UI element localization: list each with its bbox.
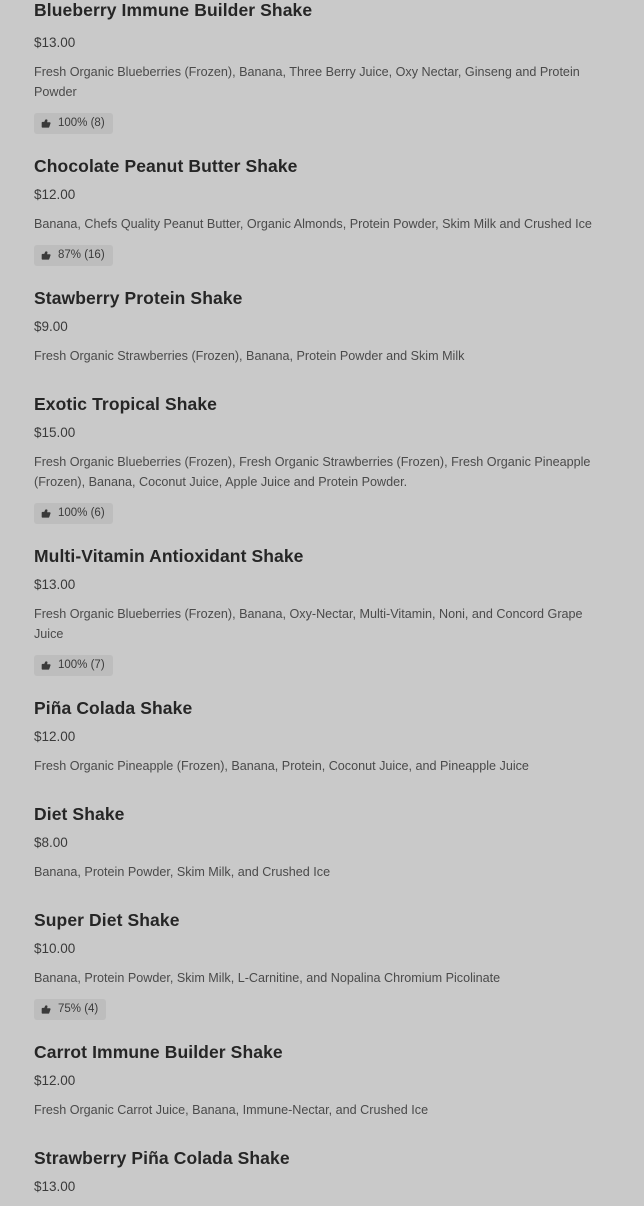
rating-text: 100% (6)	[58, 507, 105, 519]
item-price: $9.00	[34, 319, 68, 334]
item-name: Carrot Immune Builder Shake	[34, 1042, 283, 1062]
menu-item[interactable]	[34, 394, 610, 524]
menu-item[interactable]	[34, 804, 610, 882]
item-description: Fresh Organic Pineapple (Frozen), Banana, Protein, Coconut Juice, and Pineapple Juice	[34, 759, 529, 773]
rating-text: 75% (4)	[58, 1003, 99, 1015]
item-name: Super Diet Shake	[34, 910, 180, 930]
status-badge	[34, 503, 113, 524]
menu-item[interactable]	[34, 156, 610, 266]
item-name: Blueberry Immune Builder Shake	[34, 0, 313, 20]
item-price: $13.00	[34, 1179, 76, 1194]
item-price: $12.00	[34, 187, 76, 202]
item-description: Fresh Organic Strawberries (Frozen), Banana, Protein Powder and Skim Milk	[34, 349, 465, 363]
menu-item[interactable]	[34, 1148, 610, 1195]
item-price: $8.00	[34, 835, 68, 850]
menu-item[interactable]	[34, 910, 610, 1020]
rating-text: 100% (8)	[58, 117, 105, 129]
item-description: Banana, Protein Powder, Skim Milk, L-Carnitine, and Nopalina Chromium Picolinate	[34, 971, 501, 985]
item-name: Piña Colada Shake	[34, 698, 193, 718]
item-price: $13.00	[34, 35, 76, 50]
status-badge	[34, 655, 113, 676]
thumbs-up-icon	[41, 118, 52, 129]
thumbs-up-icon	[41, 250, 52, 261]
menu-item[interactable]	[34, 546, 610, 676]
menu-item[interactable]	[34, 0, 610, 134]
item-description: Banana, Chefs Quality Peanut Butter, Organic Almonds, Protein Powder, Skim Milk and Crushed Ice	[34, 217, 592, 231]
item-name: Exotic Tropical Shake	[34, 394, 218, 414]
status-badge	[34, 245, 113, 266]
item-name: Multi-Vitamin Antioxidant Shake	[34, 546, 304, 566]
item-price: $10.00	[34, 941, 76, 956]
menu-item[interactable]	[34, 1042, 610, 1120]
item-description: Fresh Organic Blueberries (Frozen), Banana, Three Berry Juice, Oxy Nectar, Ginseng and Protein Powder	[34, 65, 580, 99]
item-price: $12.00	[34, 729, 76, 744]
item-price: $15.00	[34, 425, 76, 440]
status-badge	[34, 999, 106, 1020]
status-badge	[34, 113, 113, 134]
item-name: Stawberry Protein Shake	[34, 288, 243, 308]
menu-item-list	[34, 0, 610, 1195]
item-name: Strawberry Piña Colada Shake	[34, 1148, 290, 1168]
menu-item[interactable]	[34, 698, 610, 776]
thumbs-up-icon	[41, 660, 52, 671]
thumbs-up-icon	[41, 1004, 52, 1015]
item-price: $13.00	[34, 577, 76, 592]
item-name: Diet Shake	[34, 804, 125, 824]
item-description: Fresh Organic Blueberries (Frozen), Banana, Oxy-Nectar, Multi-Vitamin, Noni, and Concord Grape Juice	[34, 607, 583, 641]
item-description: Banana, Protein Powder, Skim Milk, and Crushed Ice	[34, 865, 331, 879]
item-price: $12.00	[34, 1073, 76, 1088]
item-description: Fresh Organic Blueberries (Frozen), Fresh Organic Strawberries (Frozen), Fresh Organic Pineapple (Frozen), Banana, Coconut Juice, Apple Juice and Protein Powder.	[34, 455, 591, 489]
thumbs-up-icon	[41, 508, 52, 519]
item-name: Chocolate Peanut Butter Shake	[34, 156, 298, 176]
item-description: Fresh Organic Carrot Juice, Banana, Immune-Nectar, and Crushed Ice	[34, 1103, 429, 1117]
rating-text: 100% (7)	[58, 659, 105, 671]
menu-item[interactable]	[34, 288, 610, 366]
rating-text: 87% (16)	[58, 249, 105, 261]
